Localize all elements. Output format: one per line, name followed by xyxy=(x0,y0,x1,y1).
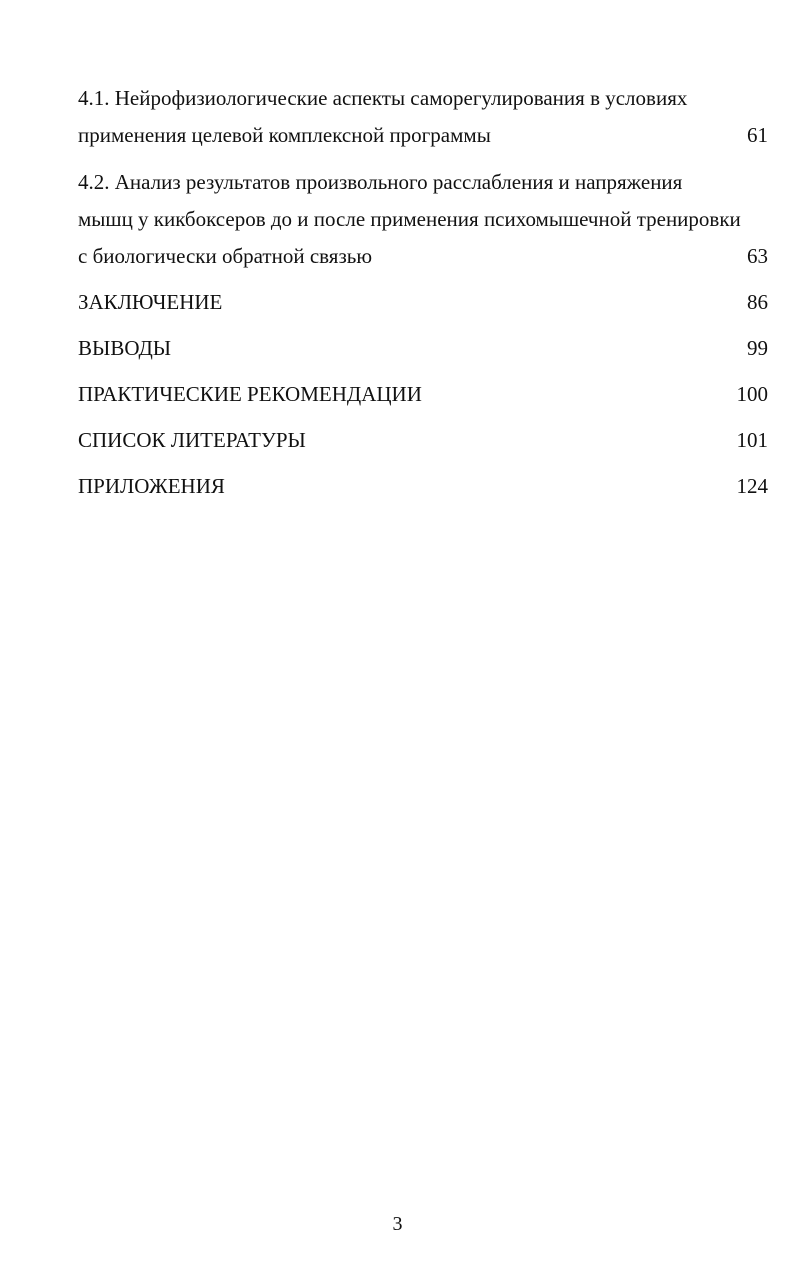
toc-entry-page-number: 63 xyxy=(747,244,768,268)
toc-entry-conclusion xyxy=(78,284,768,321)
toc-entry-title-line: 4.1. Нейрофизиологические аспекты саморегулирования в условиях xyxy=(78,86,688,110)
toc-entry-page-number: 124 xyxy=(736,474,768,498)
toc-entry-references xyxy=(78,422,768,459)
toc-entry-title-line: ЗАКЛЮЧЕНИЕ xyxy=(78,290,223,314)
toc-entry-page-number: 99 xyxy=(747,336,768,360)
table-of-contents xyxy=(78,80,768,514)
toc-entry-4-1 xyxy=(78,80,768,154)
toc-entry-page-number: 101 xyxy=(736,428,768,452)
toc-entry-practical-recommendations xyxy=(78,376,768,413)
toc-entry-title-line: мышц у кикбоксеров до и после применения психомышечной тренировки xyxy=(78,207,741,231)
toc-entry-page-number: 86 xyxy=(747,290,768,314)
toc-entry-page-number: 100 xyxy=(736,382,768,406)
toc-entry-title-line: СПИСОК ЛИТЕРАТУРЫ xyxy=(78,428,306,452)
toc-entry-page-number: 61 xyxy=(747,123,768,147)
toc-entry-title-line: с биологически обратной связью xyxy=(78,244,373,268)
toc-entry-title-line: ПРАКТИЧЕСКИЕ РЕКОМЕНДАЦИИ xyxy=(78,382,422,406)
toc-entry-title-line: применения целевой комплексной программы xyxy=(78,123,491,147)
toc-entry-findings xyxy=(78,330,768,367)
page-number: 3 xyxy=(392,1213,403,1235)
toc-entry-title-line: ПРИЛОЖЕНИЯ xyxy=(78,474,225,498)
toc-entry-appendices xyxy=(78,468,768,505)
toc-entry-title-line: ВЫВОДЫ xyxy=(78,336,172,360)
toc-entry-title-line: 4.2. Анализ результатов произвольного расслабления и напряжения xyxy=(78,170,683,194)
toc-entry-4-2 xyxy=(78,164,768,275)
